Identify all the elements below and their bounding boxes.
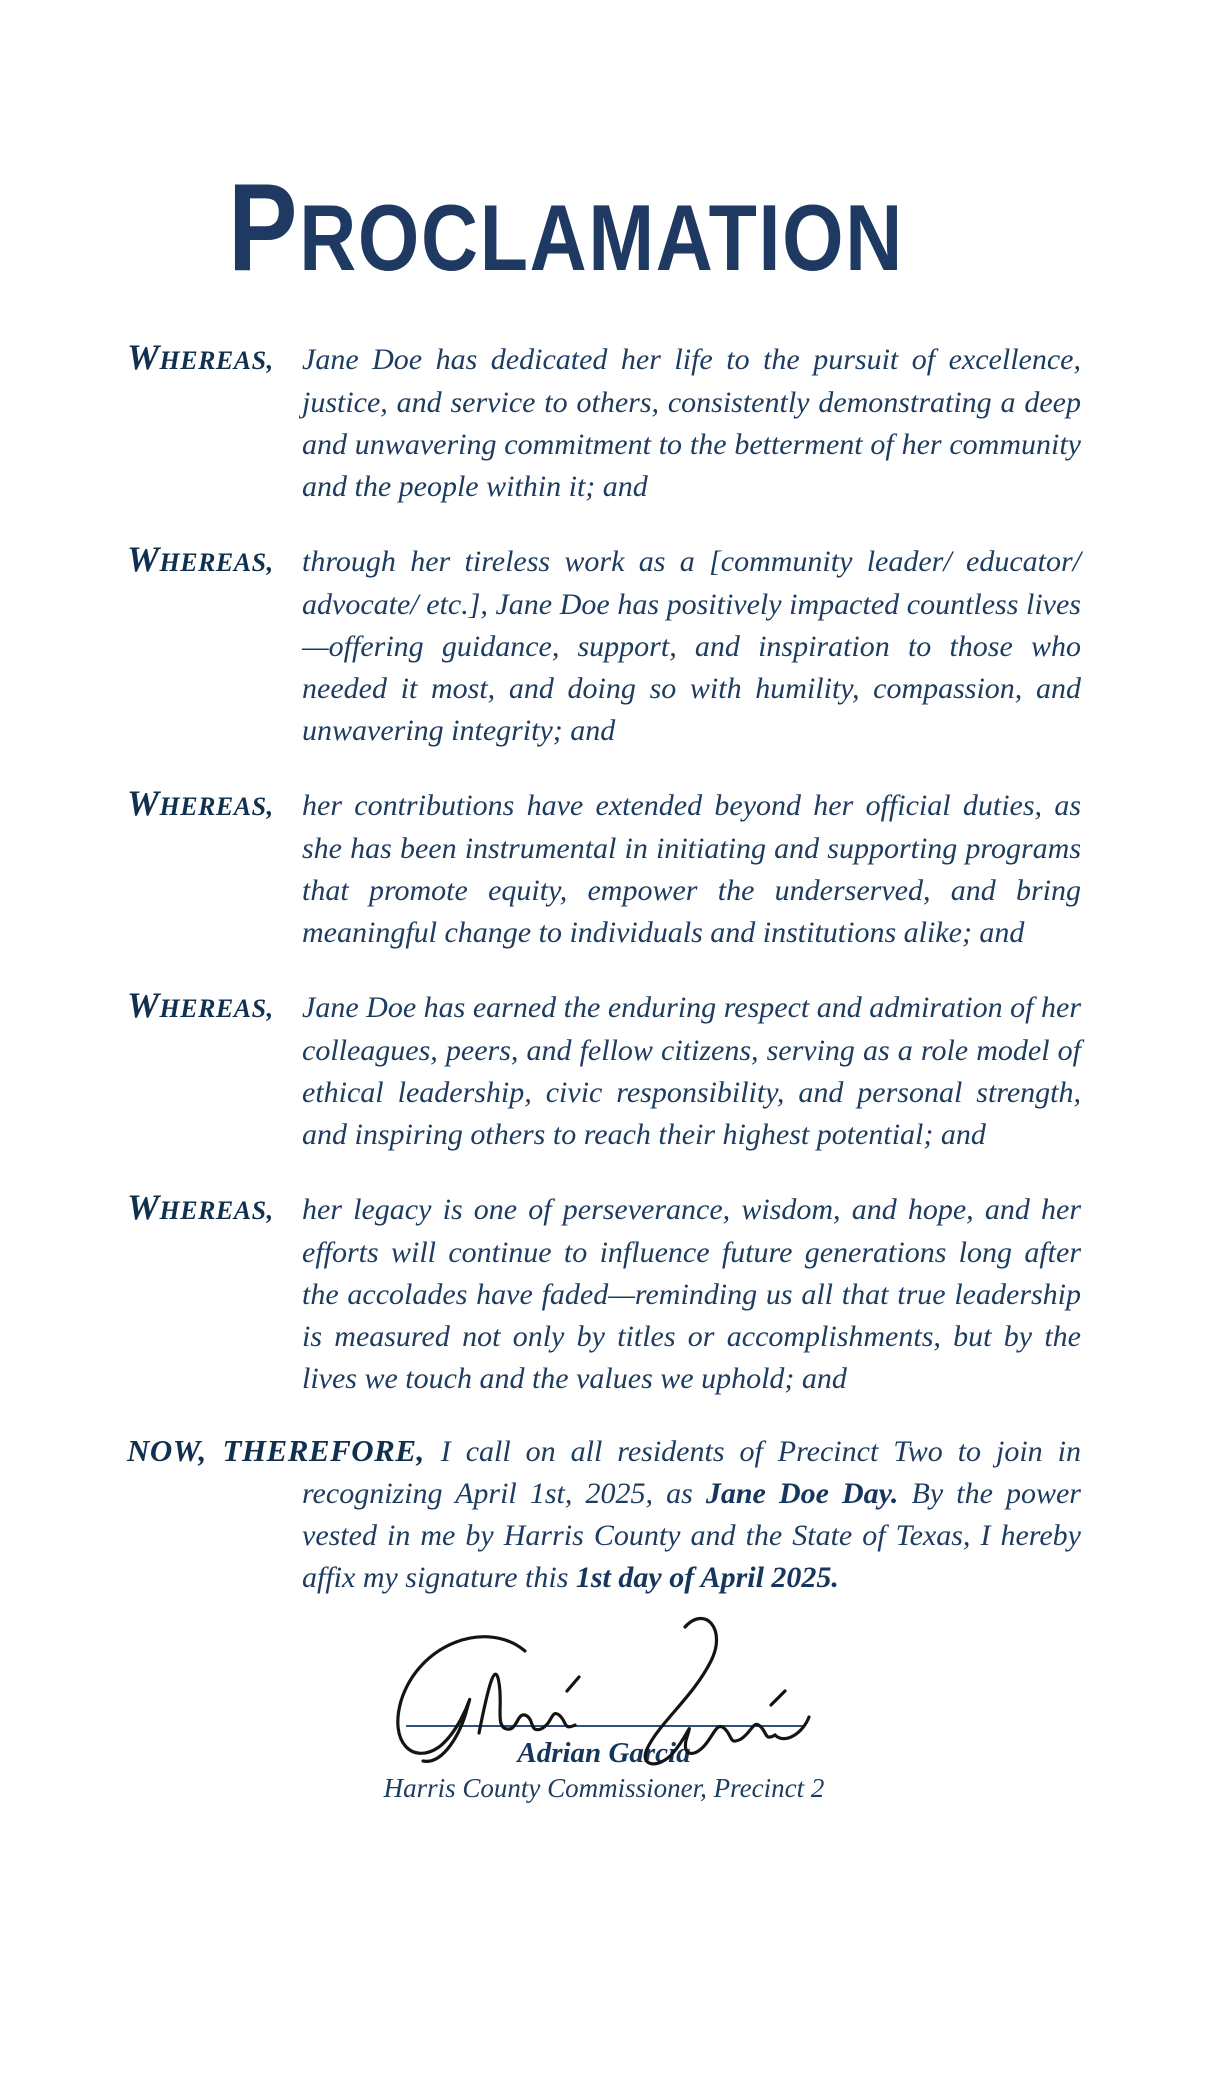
whereas-paragraph-1 — [127, 336, 1081, 508]
now-therefore-label: NOW, THEREFORE, — [127, 1433, 425, 1468]
whereas-paragraph-3 — [127, 782, 1081, 954]
whereas-label: WHEREAS, — [127, 337, 274, 377]
whereas-label: WHEREAS, — [127, 539, 274, 579]
whereas-text: Jane Doe has earned the enduring respect and admiration of her colleagues, peers, and fellow citizens, serving as a role model of ethical leadership, civic responsibility, and personal strength, and inspiring others to reach their highest potential; and — [302, 991, 1081, 1151]
whereas-text: her legacy is one of perseverance, wisdom, and hope, and her efforts will continue to influence future generations long after the accolades have faded—reminding us all that true leadership is measured not only by titles or accomplishments, but by the lives we touch and the values we uphold; and — [302, 1193, 1081, 1395]
proclamation-body — [127, 336, 1081, 1599]
signature-image — [367, 1613, 817, 1783]
whereas-label: WHEREAS, — [127, 1187, 274, 1227]
now-therefore-paragraph — [127, 1430, 1081, 1599]
whereas-paragraph-2 — [127, 538, 1081, 752]
signer-name: Adrian Garcia — [517, 1737, 691, 1769]
proclamation-document — [0, 159, 1227, 2088]
whereas-paragraph-4 — [127, 984, 1081, 1156]
proclaimed-day-text: Jane Doe Day. — [705, 1477, 899, 1510]
signer-title: Harris County Commissioner, Precinct 2 — [383, 1773, 825, 1803]
page-title: PROCLAMATION — [228, 159, 904, 297]
whereas-label: WHEREAS, — [127, 783, 274, 823]
whereas-text: her contributions have extended beyond her official duties, as she has been instrumental in initiating and supporting programs that promote equity, empower the underserved, and bring meaningful change to individuals and institutions alike; and — [302, 789, 1081, 949]
whereas-text: through her tireless work as a [community leader/ educator/ advocate/ etc.], Jane Doe has positively impacted countless lives—offering guidance, support, and inspiration to those who needed it most, and doing so with humility, compassion, and unwavering integrity; and — [302, 545, 1081, 747]
whereas-paragraph-5 — [127, 1186, 1081, 1400]
closing-text: By the power vested in me by Harris County and the State of Texas, I hereby affix my signature this — [302, 1477, 1081, 1594]
whereas-label: WHEREAS, — [127, 985, 274, 1025]
closing-text: I call on all residents of Precinct Two to join in recognizing April 1st, 2025, as — [302, 1435, 1081, 1510]
signature-block — [127, 1613, 1081, 1805]
signature-date-text: 1st day of April 2025. — [575, 1561, 839, 1594]
whereas-text: Jane Doe has dedicated her life to the pursuit of excellence, justice, and service to others, consistently demonstrating a deep and unwavering commitment to the betterment of her community and the people within it; and — [302, 343, 1081, 503]
